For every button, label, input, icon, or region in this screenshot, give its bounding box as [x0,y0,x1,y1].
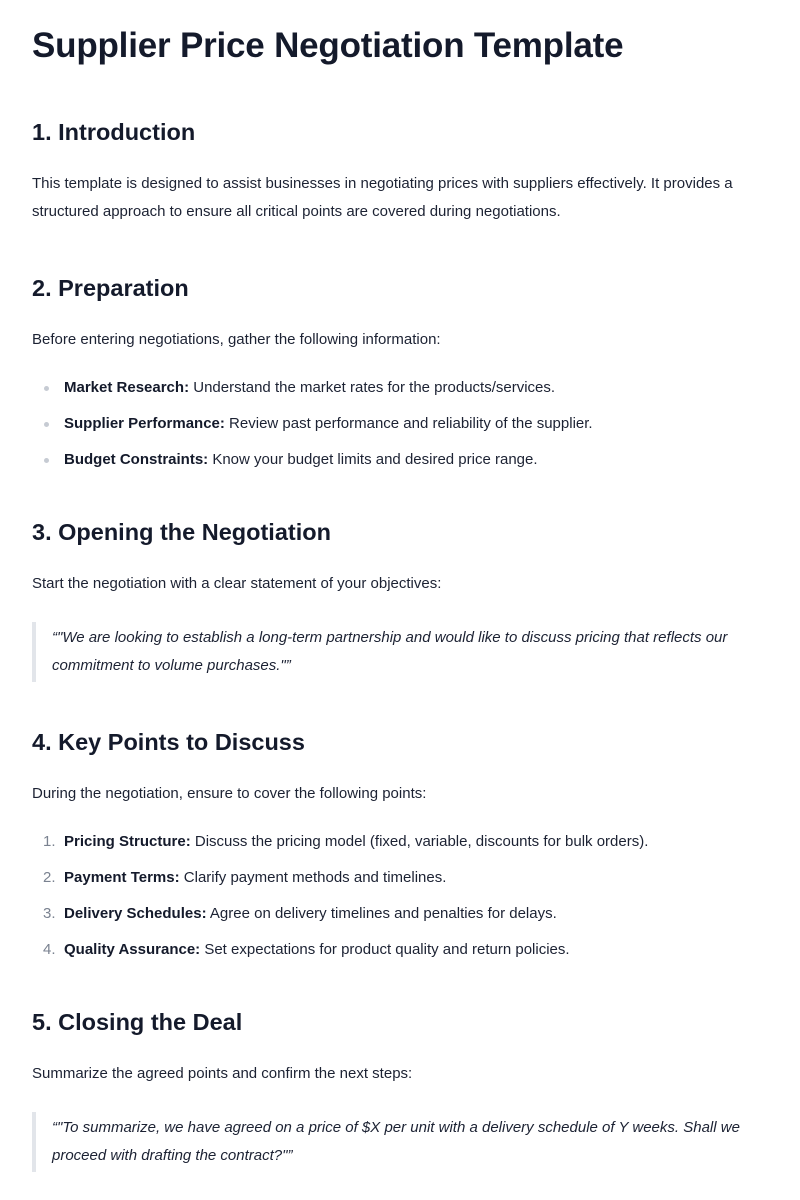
bullet-list [32,374,768,474]
item-text: Clarify payment methods and timelines. [179,869,447,886]
item-number: 2. [43,869,56,886]
item-text: Review past performance and reliability of the supplier. [224,415,593,432]
quote-block: “"We are looking to establish a long-term partnership and would like to discuss pricing that reflects our commitment to volume purchases."” [32,622,768,682]
section-paragraph: Start the negotiation with a clear statement of your objectives: [32,575,442,592]
item-label: Payment Terms: [64,869,180,886]
list-item [32,410,768,438]
section-heading: 3. Opening the Negotiation [32,519,331,545]
section-opening [32,516,768,682]
bullet-dot-icon [44,386,49,391]
section-paragraph: During the negotiation, ensure to cover the following points: [32,785,427,802]
item-label: Pricing Structure: [64,833,191,850]
section-paragraph: Before entering negotiations, gather the following information: [32,331,441,348]
item-label: Delivery Schedules: [64,905,207,922]
list-item [32,828,768,856]
item-text: Know your budget limits and desired price range. [208,451,538,468]
item-text: Discuss the pricing model (fixed, variable, discounts for bulk orders). [190,833,649,850]
item-label: Quality Assurance: [64,941,201,958]
item-text: Agree on delivery timelines and penalties for delays. [206,905,557,922]
bullet-dot-icon [44,422,49,427]
item-text: Set expectations for product quality and return policies. [200,941,570,958]
bullet-dot-icon [44,458,49,463]
page-title: Supplier Price Negotiation Template [32,26,624,65]
section-heading: 5. Closing the Deal [32,1009,243,1035]
section-key-points [32,726,768,964]
item-number: 3. [43,905,56,922]
item-text: Understand the market rates for the products/services. [189,379,556,396]
list-item [32,936,768,964]
item-number: 4. [43,941,56,958]
section-introduction [32,116,768,226]
section-preparation [32,272,768,474]
list-item [32,374,768,402]
list-item [32,446,768,474]
numbered-list [32,828,768,964]
quote-block: “"To summarize, we have agreed on a price of $X per unit with a delivery schedule of Y weeks. Shall we proceed with drafting the contract?"” [32,1112,768,1172]
section-paragraph: This template is designed to assist businesses in negotiating prices with suppliers effectively. It provides a structured approach to ensure all critical points are covered during negotiations. [32,175,733,220]
section-closing [32,1006,768,1172]
section-heading: 1. Introduction [32,119,196,145]
section-paragraph: Summarize the agreed points and confirm the next steps: [32,1065,413,1082]
item-label: Supplier Performance: [64,415,225,432]
item-label: Market Research: [64,379,190,396]
section-heading: 4. Key Points to Discuss [32,729,305,755]
item-label: Budget Constraints: [64,451,209,468]
section-heading: 2. Preparation [32,275,189,301]
list-item [32,864,768,892]
list-item [32,900,768,928]
item-number: 1. [43,833,56,850]
